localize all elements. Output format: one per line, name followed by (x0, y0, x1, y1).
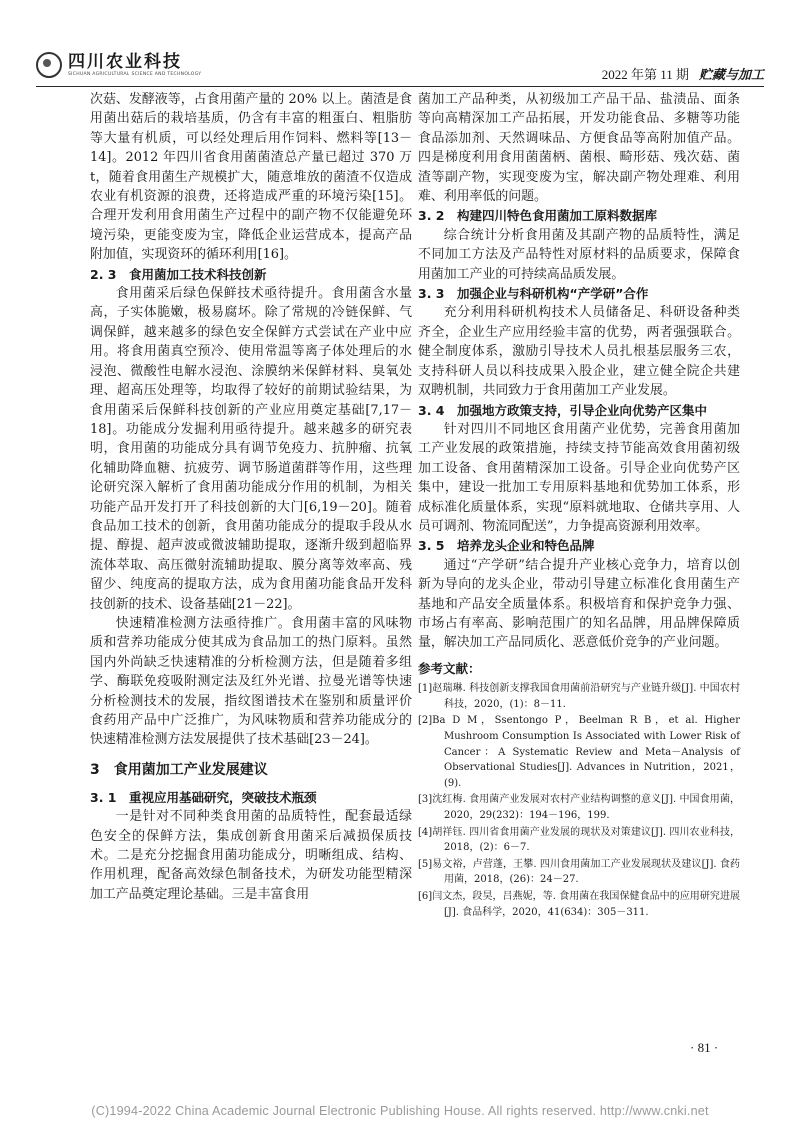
paragraph: 充分利用科研机构技术人员储备足、科研设备种类齐全，企业生产应用经验丰富的优势，两者强强联合。健全制度体系，激励引导技术人员扎根基层服务三农，支持科研人员以科技成果入股企业，建立健全院企共建双聘机制，共同致力于食用菌加工产业发展。 (418, 305, 740, 399)
journal-name: 四川农业科技 (68, 52, 182, 72)
reference-item: [2]Ba D M，Ssentongo P，Beelman R B，et al. Higher Mushroom Consumption Is Associated with Lower Risk of Cancer：A Systematic Review and Meta－Analysis of Observational Studies[J]. Advances in Nutrition，2021，(9). (418, 715, 740, 789)
issue-info (602, 64, 764, 83)
reference-item: [4]胡祥钰. 四川省食用菌产业发展的现状及对策建议[J]. 四川农业科技，2018，(2)：6－7. (418, 826, 740, 854)
reference-item: [3]沈红梅. 食用菌产业发展对农村产业结构调整的意义[J]. 中国食用菌，2020，29(232)：194－196，199. (418, 794, 740, 821)
chapter-heading: 3 食用菌加工产业发展建议 (90, 761, 268, 778)
journal-name-en: SICHUAN AGRICULTURAL SCIENCE AND TECHNOLOGY (68, 72, 202, 77)
journal-emblem-icon (36, 52, 62, 78)
right-column (418, 90, 740, 921)
paragraph: 针对四川不同地区食用菌产业优势，完善食用菌加工产业发展的政策措施，持续支持节能高效食用菌初级加工设备、食用菌精深加工设备。引导企业向优势产区集中，建设一批加工专用原料基地和优势加工体系，形成标准化质量体系，实现“原料就地取、仓储共享用、人员可调剂、物流同配送”，力争提高资源利用效率。 (418, 421, 740, 534)
column-name: 贮藏与加工 (698, 67, 764, 82)
section-heading: 3. 4 加强地方政策支持，引导企业向优势产区集中 (418, 402, 707, 418)
page-header (36, 52, 764, 87)
left-column (90, 90, 412, 904)
reference-item: [1]赵瑞琳. 科技创新支撑我国食用菌前沿研究与产业链升级[J]. 中国农村科技，2020，(1)：8－11. (418, 683, 740, 710)
section-heading: 3. 1 重视应用基础研究，突破技术瓶颈 (90, 789, 317, 805)
paragraph: 食用菌采后绿色保鲜技术亟待提升。食用菌含水量高，子实体脆嫩，极易腐坏。除了常规的冷链保鲜、气调保鲜，越来越多的绿色安全保鲜方式尝试在产业中应用。将食用菌真空预冷、使用常温等离子体处理后的水浸泡、微酸性电解水浸泡、涂膜纳米保鲜材料、臭氧处理、超高压处理等，均取得了较好的前期试验结果，为食用菌采后保鲜科技创新的产业应用奠定基础[7,17－18]。功能成分发掘利用亟待提升。越来越多的研究表明，食用菌的功能成分具有调节免疫力、抗肿瘤、抗氧化辅助降血糖、抗疲劳、调节肠道菌群等作用，这些理论研究深入解析了食用菌功能成分作用的机制，为相关功能产品开发打开了科技创新的大门[6,19－20]。随着食品加工技术的创新，食用菌功能成分的提取手段从水提、醇提、超声波或微波辅助提取，逐渐升级到超临界流体萃取、高压微射流辅助提取、膜分离等效率高、残留少、纯度高的提取方法，成为食用菌功能食品开发科技创新的技术、设备基础[21－22]。 (90, 286, 412, 612)
paragraph: 一是针对不同种类食用菌的品质特性，配套最适绿色安全的保鲜方法，集成创新食用菌采后减损保质技术。二是充分挖掘食用菌功能成分，明晰组成、结构、作用机理，配备高效绿色制备技术，为研发功能型精深加工产品奠定理论基础。三是丰富食用 (90, 809, 412, 902)
paragraph: 通过“产学研”结合提升产业核心竞争力，培育以创新为导向的龙头企业，带动引导建立标准化食用菌生产基地和产品安全质量体系。积极培育和保护竞争力强、市场占有率高、影响范围广的知名品牌，用品牌保障质量，解决加工产品同质化、恶意低价竞争的产业问题。 (418, 557, 740, 651)
reference-list (418, 681, 740, 920)
page-number: · 81 · (690, 1040, 719, 1055)
reference-item: [6]闫文杰，段昊，吕燕妮，等. 食用菌在我国保健食品中的应用研究进展[J]. 食品科学，2020，41(634)：305－311. (418, 890, 740, 918)
copyright-footer: (C)1994-2022 China Academic Journal Electronic Publishing House. All rights reserved. http://www.cnki.net (91, 1104, 709, 1118)
section-heading: 3. 5 培养龙头企业和特色品牌 (418, 538, 595, 554)
reference-item: [5]易文裕，卢营蓬，王攀. 四川食用菌加工产业发展现状及建议[J]. 食药用菌，2018，(26)：24－27. (418, 858, 740, 886)
paragraph: 综合统计分析食用菌及其副产物的品质特性，满足不同加工方法及产品特性对原材料的品质要求，保障食用菌加工产业的可持续高品质发展。 (418, 227, 740, 282)
paragraph: 菌加工产品种类，从初级加工产品干品、盐渍品、面条等向高精深加工产品拓展，开发功能食品、多糖等功能食品添加剂、天然调味品、方便食品等高附加值产品。四是梯度利用食用菌菌柄、菌根、畸形菇、残次菇、菌渣等副产物，实现变废为宝，解决副产物处理难、利用难、利用率低的问题。 (418, 92, 740, 205)
issue-number: 2022 年第 11 期 (601, 67, 689, 82)
journal-logo (36, 52, 201, 78)
paragraph: 次菇、发酵液等，占食用菌产量的 20% 以上。菌渣是食用菌出菇后的栽培基质，仍含有丰富的粗蛋白、粗脂肪等大量有机质，可以经处理后用作饲料、燃料等[13－14]。2012 年四川省食用菌菌渣总产量已超过 370 万 t，随着食用菌生产规模扩大，随意堆放的菌渣不仅造成农业有机资源的浪费，还将造成严重的环境污染[15]。合理开发利用食用菌生产过程中的副产物不仅能避免环境污染，更能变废为宝，降低企业运营成本，提高产品附加值，实现资环的循环利用[16]。 (90, 92, 412, 263)
references-title: 参考文献： (418, 660, 481, 676)
section-heading: 2. 3 食用菌加工技术科技创新 (90, 266, 267, 282)
section-heading: 3. 2 构建四川特色食用菌加工原料数据库 (418, 208, 657, 224)
paragraph: 快速精准检测方法亟待推广。食用菌丰富的风味物质和营养功能成分使其成为食品加工的热门原料。虽然国内外尚缺乏快速精准的分析检测方法，但是随着多组学、酶联免疫吸附测定法及红外光谱、拉曼光谱等快速分析检测技术的发展，指纹图谱技术在鉴别和质量评价食药用产品中广泛推广，为风味物质和营养功能成分的快速精准检测方法发展提供了技术基础[23－24]。 (90, 615, 412, 748)
section-heading: 3. 3 加强企业与科研机构“产学研”合作 (418, 286, 649, 302)
